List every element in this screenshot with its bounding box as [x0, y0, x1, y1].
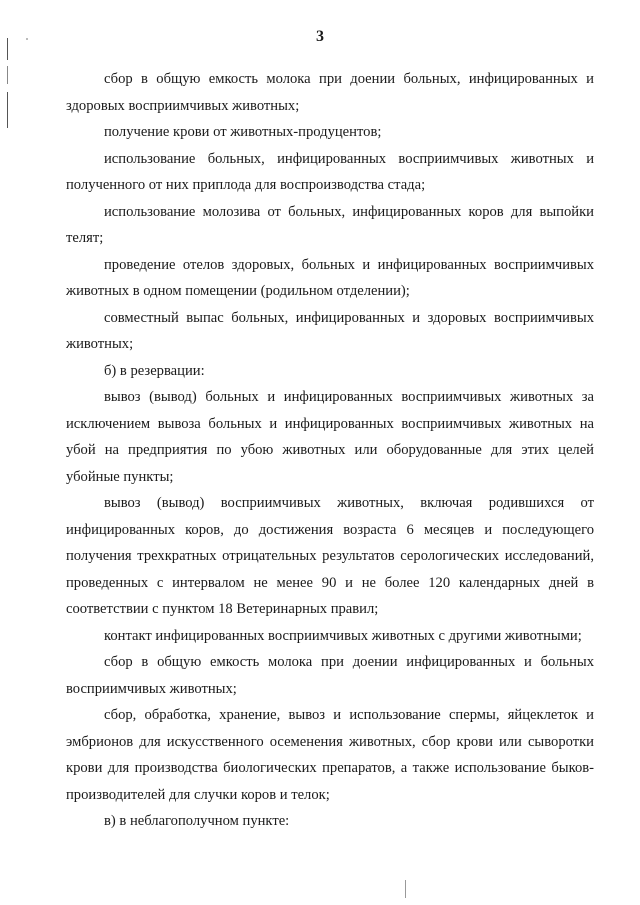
scan-margin-mark: [7, 92, 8, 128]
paragraph: проведение отелов здоровых, больных и инфицированных восприимчивых животных в одном помещении (родильном отделении);: [66, 256, 594, 299]
paragraph: использование больных, инфицированных восприимчивых животных и полученного от них приплода для воспроизводства стада;: [66, 150, 594, 193]
paragraph: получение крови от животных-продуцентов;: [104, 124, 382, 140]
paragraph: вывоз (вывод) восприимчивых животных, включая родившихся от инфицированных коров, до достижения возраста 6 месяцев и последующего получения трехкратных отрицательных результатов серологических исследований, проведенных с интервалом не менее 90 и не более 120 календарных дней в соответствии с пунктом 18 Ветеринарных правил;: [66, 495, 594, 617]
page-number: 3: [316, 28, 324, 45]
paragraph: совместный выпас больных, инфицированных и здоровых восприимчивых животных;: [66, 309, 594, 352]
paragraph: сбор в общую емкость молока при доении инфицированных и больных восприимчивых животных;: [66, 654, 594, 697]
scan-dot: [26, 38, 28, 40]
scan-dot: [405, 880, 406, 898]
paragraph: вывоз (вывод) больных и инфицированных восприимчивых животных за исключением вывоза больных и инфицированных восприимчивых животных на убой на предприятия по убою животных или оборудованные для этих целей убойные пункты;: [66, 389, 594, 485]
scan-margin-mark: [7, 66, 8, 84]
document-body: [66, 66, 594, 835]
scan-margin-mark: [7, 38, 8, 60]
paragraph: контакт инфицированных восприимчивых животных с другими животными;: [104, 627, 582, 644]
paragraph: сбор, обработка, хранение, вывоз и использование спермы, яйцеклеток и эмбрионов для искусственного осеменения животных, сбор крови или сыворотки крови для производства биологических препаратов, а также использование быков-производителей для случки коров и телок;: [66, 707, 594, 803]
section-heading: в) в неблагополучном пункте:: [104, 813, 290, 829]
paragraph: использование молозива от больных, инфицированных коров для выпойки телят;: [66, 203, 594, 246]
section-heading: б) в резервации:: [104, 362, 205, 379]
paragraph: сбор в общую емкость молока при доении больных, инфицированных и здоровых восприимчивых животных;: [66, 71, 594, 114]
